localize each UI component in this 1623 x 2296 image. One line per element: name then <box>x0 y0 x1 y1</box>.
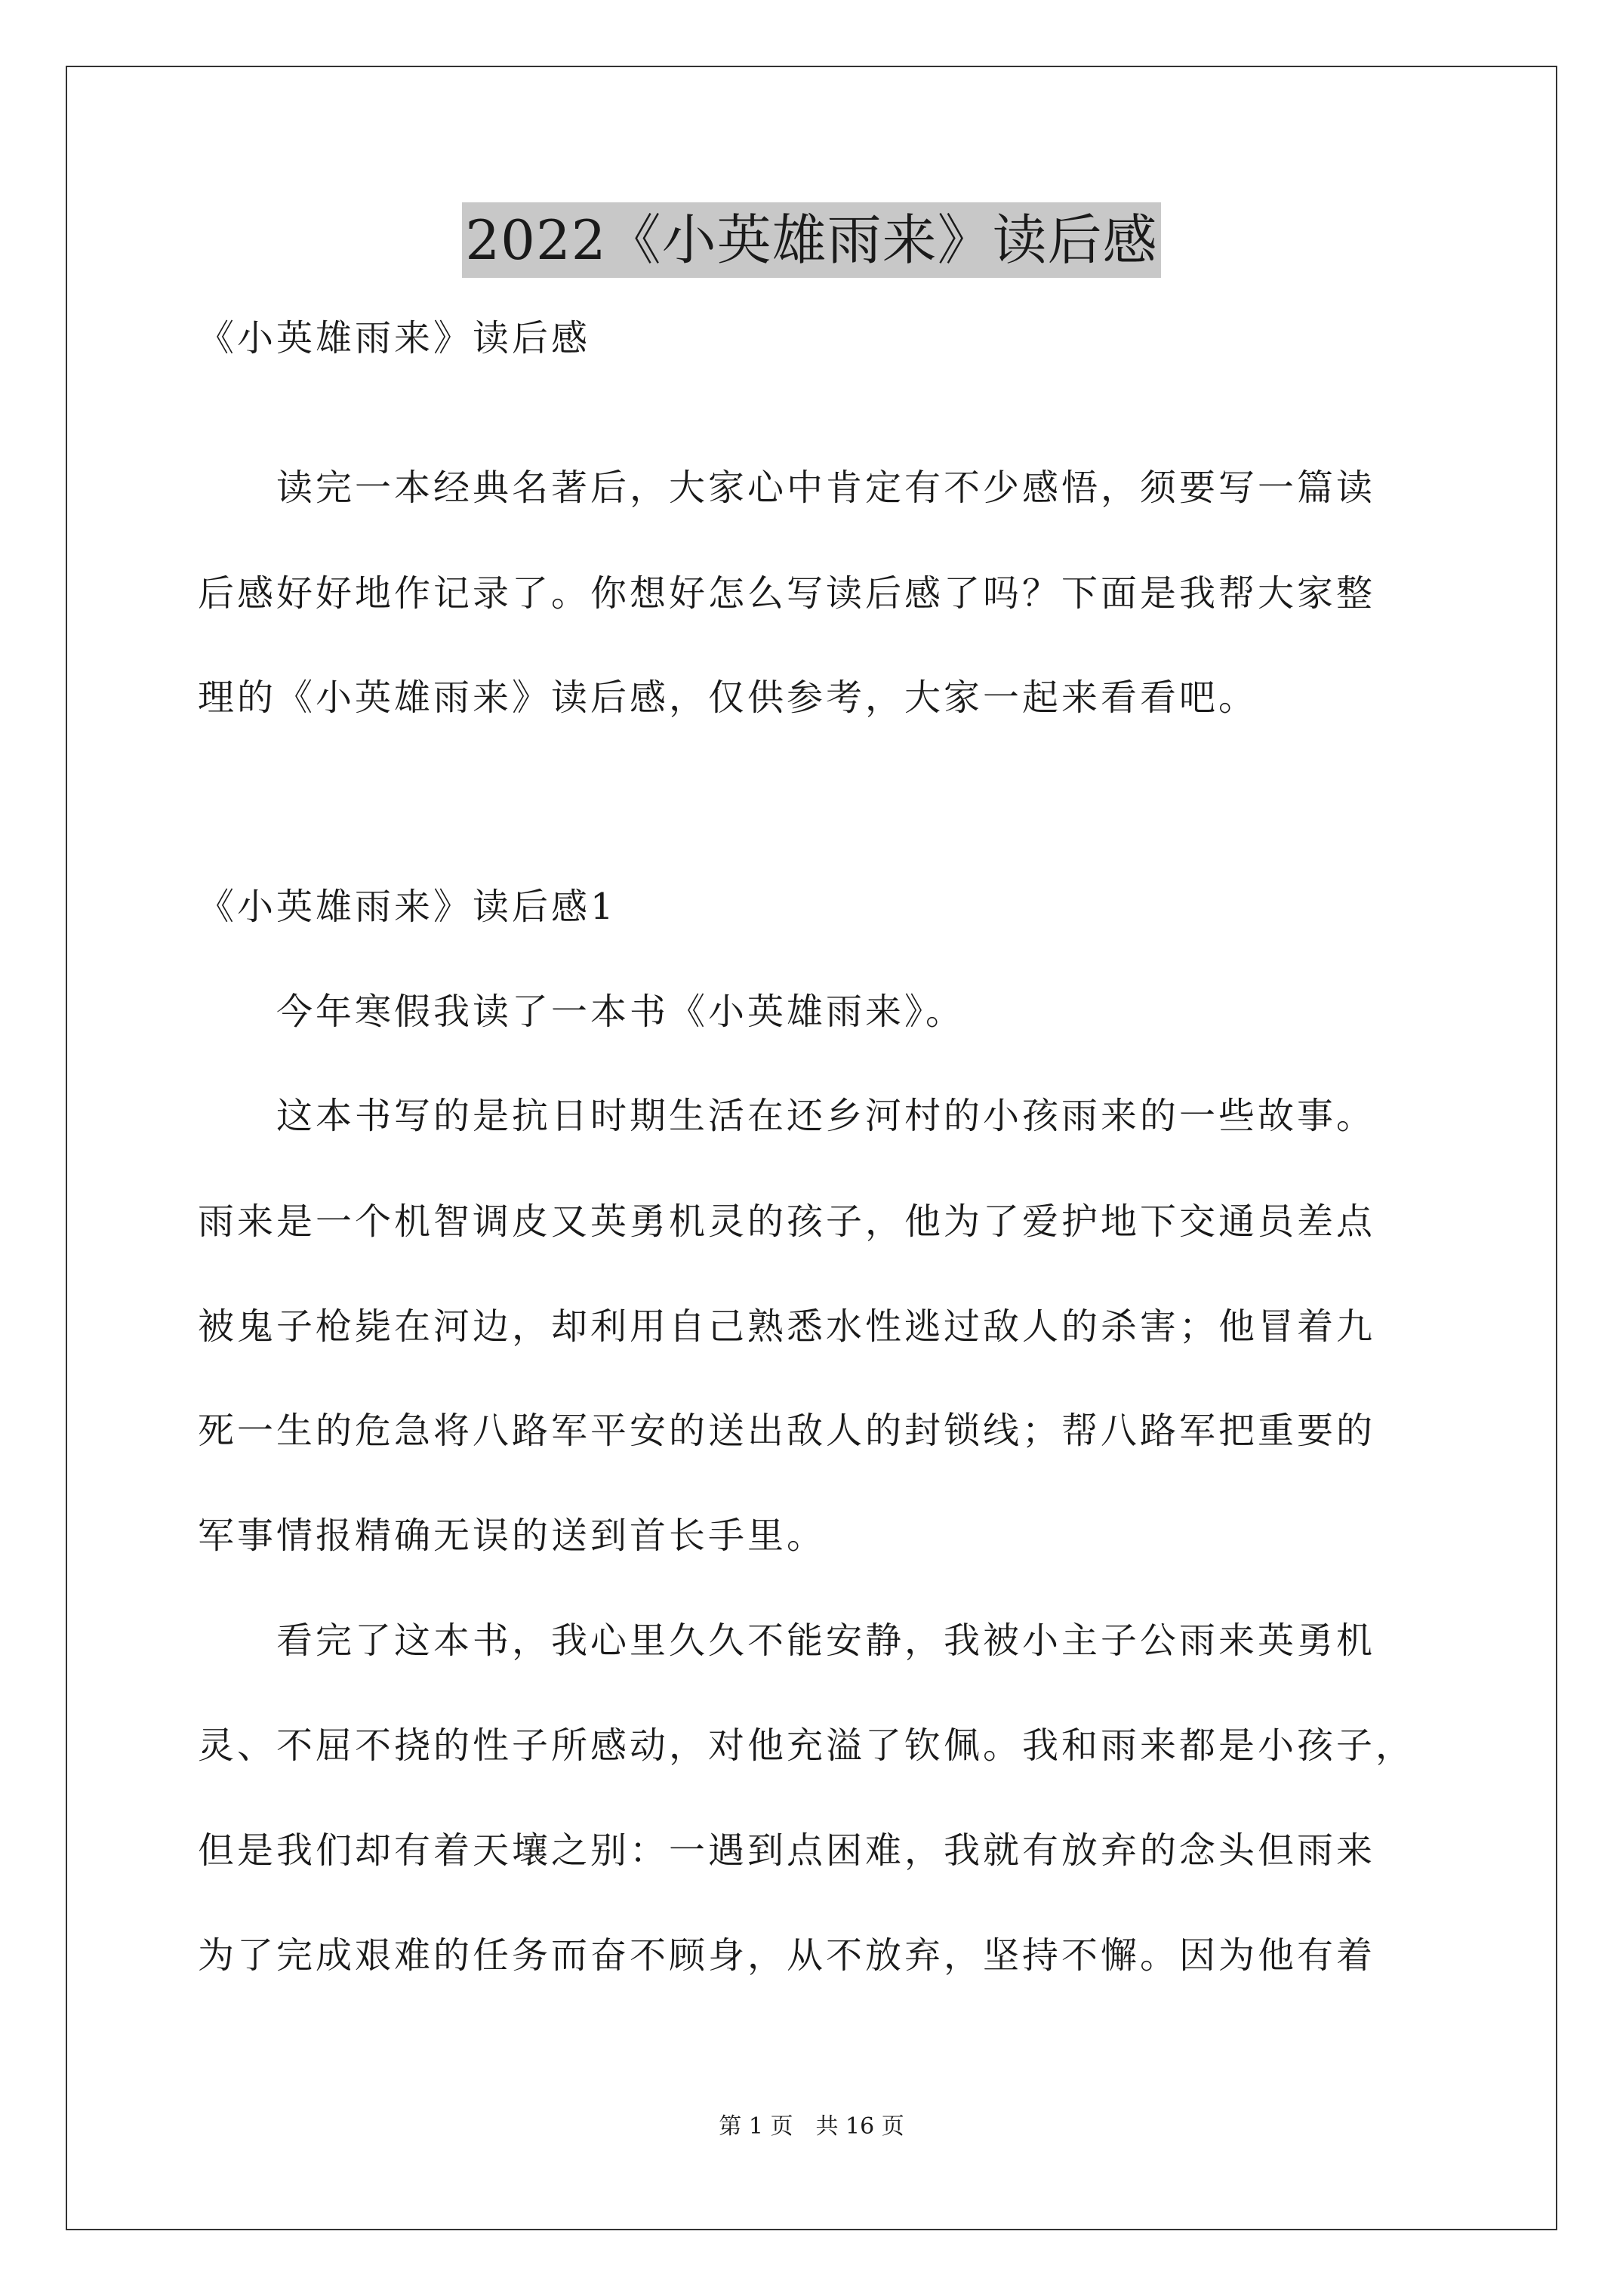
document-title: 2022《小英雄雨来》读后感 <box>462 202 1160 278</box>
body-line: 被鬼子枪毙在河边，却利用自己熟悉水性逃过敌人的杀害；他冒着九 <box>198 1305 1376 1348</box>
body-line: 为了完成艰难的任务而奋不顾身，从不放弃，坚持不懈。因为他有着 <box>198 1934 1376 1977</box>
body-line: 这本书写的是抗日时期生活在还乡河村的小孩雨来的一些故事。 <box>198 1095 1376 1137</box>
section-heading: 《小英雄雨来》读后感1 <box>198 886 617 928</box>
body-line: 理的《小英雄雨来》读后感，仅供参考，大家一起来看看吧。 <box>198 676 1258 719</box>
body-line: 灵、不屈不挠的性子所感动，对他充溢了钦佩。我和雨来都是小孩子， <box>198 1724 1415 1767</box>
body-line: 看完了这本书，我心里久久不能安静，我被小主子公雨来英勇机 <box>198 1620 1376 1662</box>
title-container <box>0 202 1623 278</box>
subtitle-line: 《小英雄雨来》读后感 <box>198 317 591 359</box>
body-line: 读完一本经典名著后，大家心中肯定有不少感悟，须要写一篇读 <box>198 467 1376 509</box>
page-border <box>66 66 1557 2230</box>
body-line: 今年寒假我读了一本书《小英雄雨来》。 <box>198 991 965 1033</box>
body-line: 雨来是一个机智调皮又英勇机灵的孩子，他为了爱护地下交通员差点 <box>198 1200 1376 1243</box>
body-line: 军事情报精确无误的送到首长手里。 <box>198 1515 827 1557</box>
body-line: 后感好好地作记录了。你想好怎么写读后感了吗？下面是我帮大家整 <box>198 572 1376 615</box>
body-line: 但是我们却有着天壤之别：一遇到点困难，我就有放弃的念头但雨来 <box>198 1829 1376 1872</box>
body-line: 死一生的危急将八路军平安的送出敌人的封锁线；帮八路军把重要的 <box>198 1410 1376 1452</box>
page-number-footer: 第 1 页 共 16 页 <box>719 2113 904 2140</box>
